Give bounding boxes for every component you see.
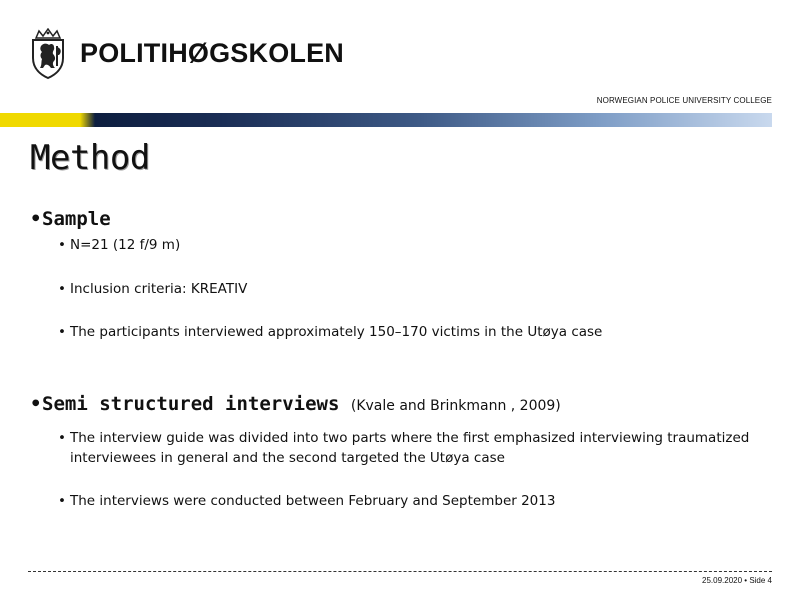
coat-of-arms-logo [28, 28, 68, 80]
sub-bullet-text: N=21 (12 f/9 m) [70, 237, 181, 253]
sub-bullet-text: The interview guide was divided into two parts where the first emphasized interviewing traumatized interviewees in general and the second targeted the Utøya case [70, 430, 750, 466]
bullet-sample [30, 208, 111, 230]
citation: (Kvale and Brinkmann , 2009) [350, 398, 561, 414]
section-heading: Semi structured interviews [42, 393, 340, 415]
bullet-icon: • [30, 208, 42, 230]
bullet-icon: • [30, 393, 42, 415]
bullet-icon: • [58, 324, 66, 340]
header-color-stripe [0, 113, 772, 127]
slide-title: Method [30, 138, 150, 178]
bullet-icon: • [58, 430, 66, 446]
sub-bullet [58, 428, 750, 468]
institution-subtitle: NORWEGIAN POLICE UNIVERSITY COLLEGE [596, 96, 772, 105]
footer-date-page: 25.09.2020 • Side 4 [702, 576, 772, 585]
sub-bullet [58, 491, 555, 511]
brand-name: POLITIHØGSKOLEN [80, 38, 345, 68]
sub-bullet-text: The interviews were conducted between February and September 2013 [70, 493, 556, 509]
sub-bullet-text: Inclusion criteria: KREATIV [70, 281, 248, 297]
footer-divider [28, 571, 772, 572]
sub-bullet [58, 322, 602, 342]
sub-bullet [58, 235, 180, 255]
bullet-icon: • [58, 237, 66, 253]
sub-bullet [58, 279, 247, 299]
bullet-icon: • [58, 493, 66, 509]
sub-bullet-text: The participants interviewed approximately 150–170 victims in the Utøya case [70, 324, 603, 340]
bullet-icon: • [58, 281, 66, 297]
section-heading: Sample [42, 208, 111, 230]
bullet-semi-structured-interviews [30, 393, 561, 415]
